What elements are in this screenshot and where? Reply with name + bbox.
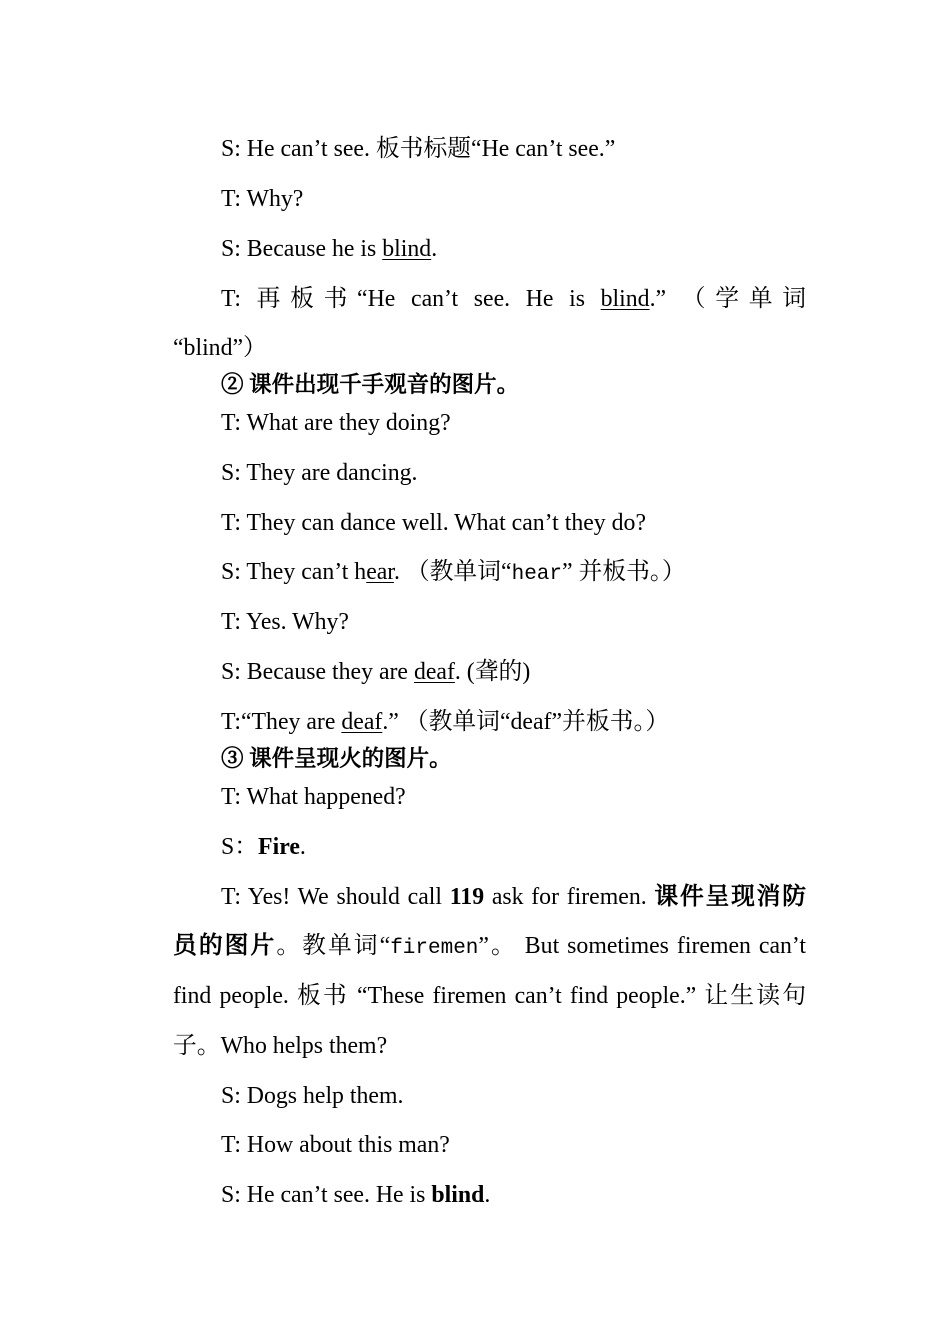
line-text: T: What happened? bbox=[221, 784, 406, 810]
line-text: . (聋的) bbox=[454, 659, 531, 685]
bold-text: 119 bbox=[449, 884, 485, 910]
underlined-word: ear bbox=[366, 559, 394, 585]
line-text: T: What are they doing? bbox=[221, 410, 451, 436]
line-text: T: How about this man? bbox=[221, 1132, 450, 1158]
bold-text: blind bbox=[431, 1182, 485, 1208]
heading-text: ③ 课件呈现火的图片。 bbox=[221, 746, 452, 771]
dialogue-line bbox=[221, 184, 303, 214]
line-text: 子。Who helps them? bbox=[173, 1033, 388, 1059]
line-text: S: They are dancing. bbox=[221, 460, 418, 486]
line-text: .” （学单词 bbox=[649, 286, 806, 312]
dialogue-line bbox=[221, 832, 306, 862]
line-text: . bbox=[431, 236, 438, 262]
dialogue-line bbox=[221, 782, 406, 812]
dialogue-line bbox=[221, 707, 669, 737]
dialogue-line bbox=[221, 607, 349, 637]
dialogue-line bbox=[221, 134, 615, 164]
dialogue-line bbox=[221, 657, 530, 687]
section-heading bbox=[221, 370, 519, 400]
continuation-line bbox=[173, 1031, 387, 1061]
line-text: . bbox=[299, 834, 306, 860]
dialogue-line bbox=[221, 1130, 450, 1160]
line-text: T: Yes. Why? bbox=[221, 609, 349, 635]
underlined-word: deaf bbox=[413, 659, 455, 685]
dialogue-line bbox=[221, 508, 646, 538]
bold-text: 员的图片 bbox=[173, 933, 277, 959]
continuation-line bbox=[173, 981, 806, 1011]
vocabulary-word: firemen bbox=[390, 937, 479, 960]
dialogue-line bbox=[221, 1180, 490, 1210]
line-text: ”。 But sometimes firemen can’t bbox=[478, 933, 807, 959]
underlined-word: blind bbox=[600, 286, 650, 312]
line-text: S: Because they are bbox=[221, 659, 414, 685]
vocabulary-word: hear bbox=[511, 563, 563, 586]
line-text: T: 再板书“He can’t see. He is bbox=[221, 286, 601, 312]
line-text: T: They can dance well. What can’t they do? bbox=[221, 510, 647, 536]
underlined-word: blind bbox=[382, 236, 432, 262]
continuation-line bbox=[173, 333, 267, 363]
dialogue-line bbox=[221, 1081, 403, 1111]
dialogue-line bbox=[221, 458, 418, 488]
bold-text: Fire bbox=[258, 834, 300, 860]
line-text: find people. 板书 “These firemen can’t find people.” 让生读句 bbox=[173, 983, 806, 1009]
line-text: S: He can’t see. 板书标题“He can’t see.” bbox=[221, 136, 616, 162]
line-text: S: Dogs help them. bbox=[221, 1083, 404, 1109]
line-text: “blind”） bbox=[173, 335, 267, 361]
line-text: .” （教单词“deaf”并板书。） bbox=[382, 709, 670, 735]
dialogue-line bbox=[221, 234, 437, 264]
line-text: T: Yes! We should call bbox=[221, 884, 450, 910]
dialogue-line bbox=[221, 882, 806, 912]
heading-text: ② 课件出现千手观音的图片。 bbox=[221, 372, 520, 397]
line-text: S： bbox=[221, 834, 259, 860]
line-text: ” 并板书。） bbox=[562, 559, 686, 585]
line-text: ask for firemen. bbox=[484, 884, 655, 910]
line-text: . bbox=[484, 1182, 491, 1208]
dialogue-line bbox=[221, 284, 806, 314]
underlined-word: deaf bbox=[341, 709, 383, 735]
continuation-line bbox=[173, 931, 806, 964]
line-text: 。教单词“ bbox=[276, 933, 391, 959]
dialogue-line bbox=[221, 557, 686, 590]
line-text: T: Why? bbox=[221, 186, 304, 212]
line-text: S: He can’t see. He is bbox=[221, 1182, 432, 1208]
line-text: S: Because he is bbox=[221, 236, 383, 262]
line-text: S: They can’t h bbox=[221, 559, 367, 585]
line-text: T:“They are bbox=[221, 709, 342, 735]
bold-text: 课件呈现消防 bbox=[654, 884, 806, 910]
dialogue-line bbox=[221, 408, 451, 438]
section-heading bbox=[221, 744, 452, 774]
line-text: . （教单词“ bbox=[393, 559, 512, 585]
